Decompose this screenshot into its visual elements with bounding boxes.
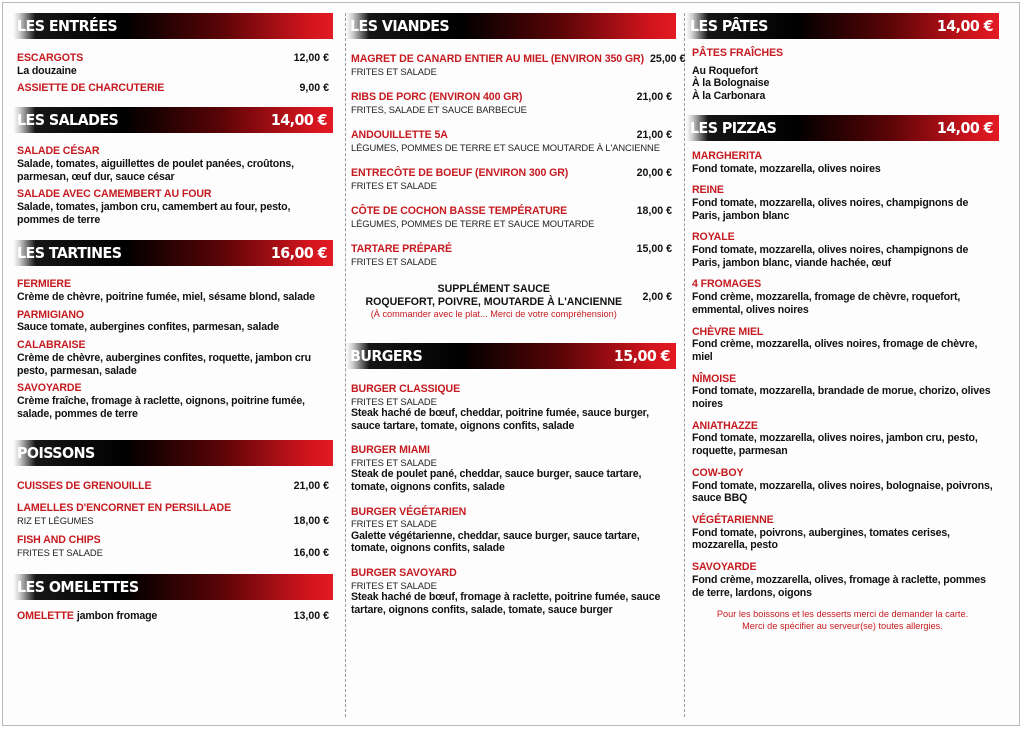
section-title: LES PIZZAS [690,118,777,137]
footer-drinks-note: Pour les boissons et les desserts merci de demander la carte. [716,609,969,620]
item-name: SAVOYARDE [692,561,757,574]
item-price: 20,00 € [636,166,672,179]
menu-item [351,167,672,191]
item-name: BURGER MIAMI [351,444,430,457]
menu-item [351,567,672,616]
item-desc: jambon fromage [76,609,158,622]
section-title: LES SALADES [17,111,119,130]
menu-item [692,467,995,505]
item-price: 18,00 € [293,514,329,527]
section-price: 15,00 € [613,346,670,365]
section-header [13,440,333,466]
item-sub: FRITES ET SALADE [17,547,103,559]
item-name: NÎMOISE [692,372,737,385]
item-sub: FRITES ET SALADE [351,255,437,267]
item-sub: LÉGUMES, POMMES DE TERRE ET SAUCE MOUTARDE [351,217,595,229]
section-header [13,13,333,39]
menu-item [17,145,329,183]
item-desc: Fond tomate, mozzarella, olives noires [692,162,881,175]
menu-item [17,610,329,623]
column-divider [684,13,685,717]
item-desc: Fond tomate, mozzarella, olives noires, bolognaise, poivrons, sauce BBQ [692,479,993,505]
item-desc: Fond crème, mozzarella, olives noires, fromage de chèvre, miel [692,338,978,363]
menu-item [17,82,329,95]
supplement-title: SUPPLÉMENT SAUCE [437,282,550,295]
menu-item [692,561,995,599]
section-pates [686,13,999,103]
section-title: BURGERS [350,346,423,365]
pasta-option: À la Carbonara [692,90,766,103]
item-name: MARGHERITA [692,149,763,162]
menu-item [351,53,686,77]
item-name: FISH AND CHIPS [17,534,101,547]
item-name: VÉGÉTARIENNE [692,513,774,526]
item-price: 13,00 € [293,609,329,622]
footer-note [686,609,999,632]
item-name: REINE [692,184,724,197]
item-desc: Fond crème, mozzarella, fromage de chèvre, roquefort, emmental, olives noires [692,291,961,316]
item-name: PARMIGIANO [17,308,85,321]
item-name: ASSIETTE DE CHARCUTERIE [17,82,165,95]
menu-item [692,514,995,552]
item-name: TARTARE PRÉPARÉ [351,242,452,255]
item-price: 18,00 € [636,204,672,217]
item-name: ESCARGOTS [17,52,84,64]
section-header [686,115,999,141]
section-omelettes [13,574,333,623]
section-poissons [13,440,333,560]
item-name: BURGER SAVOYARD [351,567,457,580]
menu-item [351,383,672,432]
item-name: PÂTES FRAÎCHES [692,47,784,59]
menu-item [692,326,995,364]
item-name: SAVOYARDE [17,382,82,395]
menu-item [692,420,995,458]
item-name: ANIATHAZZE [692,419,758,432]
menu-item [17,52,329,77]
item-sub: FRITES ET SALADE [351,456,437,468]
item-price: 16,00 € [293,547,329,560]
item-desc: Steak de poulet pané, cheddar, sauce burger, sauce tartare, tomate, oignons confits, salade [351,468,642,493]
item-name: BURGER CLASSIQUE [351,382,461,395]
menu-item [17,339,329,377]
section-price: 14,00 € [270,111,327,130]
item-name: LAMELLES D'ENCORNET EN PERSILLADE [17,502,232,515]
menu-item [351,243,672,267]
column-left [13,13,333,717]
item-desc: Salade, tomates, aiguillettes de poulet panées, croûtons, parmesan, œuf dur, sauce césar [17,157,294,183]
item-desc: Fond tomate, mozzarella, brandade de morue, chorizo, olives noires [692,385,991,411]
section-header [346,343,676,369]
item-desc: La douzaine [17,64,77,77]
item-name: SALADE CÉSAR [17,145,100,158]
item-sub: RIZ ET LÉGUMES [17,514,94,526]
section-burgers [346,343,676,617]
item-sub: FRITES ET SALADE [351,518,437,530]
menu-item [17,502,329,527]
item-price: 15,00 € [636,242,672,255]
section-header [13,107,333,133]
menu-item [351,91,672,115]
section-tartines [13,240,333,420]
section-title: LES OMELETTES [17,577,139,596]
menu-item [17,309,329,334]
menu-item [17,188,329,226]
section-price: 14,00 € [936,118,993,137]
item-desc: Crème fraîche, fromage à raclette, oignons, poitrine fumée, salade, pommes de terre [17,394,305,420]
item-desc: Crème de chèvre, aubergines confites, roquette, jambon cru pesto, parmesan, salade [17,351,311,377]
item-name: BURGER VÉGÉTARIEN [351,505,467,518]
item-name: OMELETTE [17,609,74,622]
item-sub: LÉGUMES, POMMES DE TERRE ET SAUCE MOUTARDE À L'ANCIENNE [351,141,660,153]
section-header [13,240,333,266]
menu-page [2,2,1020,726]
item-desc: Fond tomate, poivrons, aubergines, tomates cerises, mozzarella, pesto [692,526,950,552]
item-sub: FRITES ET SALADE [351,179,437,191]
menu-item [692,47,995,103]
section-header [346,13,676,39]
menu-item [692,150,995,175]
menu-item [351,506,672,555]
menu-item [351,205,672,229]
item-name: 4 FROMAGES [692,278,762,291]
item-desc: Sauce tomate, aubergines confites, parmesan, salade [17,321,280,334]
menu-item [17,278,329,303]
item-desc: Steak haché de bœuf, fromage à raclette, poitrine fumée, sauce tartare, oignons confits, salade, tomate, sauce burger [351,591,661,616]
menu-item [351,444,672,493]
item-price: 21,00 € [636,128,672,141]
item-desc: Crème de chèvre, poitrine fumée, miel, sésame blond, salade [17,291,315,304]
item-price: 25,00 € [650,53,686,65]
supplement-price: 2,00 € [642,290,672,303]
menu-item [692,373,995,411]
item-desc: Fond tomate, mozzarella, olives noires, champignons de Paris, jambon blanc, viande hachée, œuf [692,244,969,269]
section-title: LES PÂTES [690,17,768,35]
item-name: CHÈVRE MIEL [692,325,764,338]
section-title: LES VIANDES [350,17,450,35]
item-name: CÔTE DE COCHON BASSE TEMPÉRATURE [351,204,568,217]
section-price: 16,00 € [270,244,327,263]
section-viandes [346,13,686,321]
supplement-sauces: ROQUEFORT, POIVRE, MOUTARDE À L'ANCIENNE [365,296,623,309]
column-right [686,13,999,717]
item-name: CUISSES DE GRENOUILLE [17,480,152,493]
footer-allergy-note: Merci de spécifier au serveur(se) toutes allergies. [742,620,943,631]
pasta-option: À la Bolognaise [692,77,770,90]
item-name: ROYALE [692,231,735,244]
menu-item [692,278,995,316]
item-sub: FRITES ET SALADE [351,579,437,591]
item-name: SALADE AVEC CAMEMBERT AU FOUR [17,188,212,201]
item-desc: Salade, tomates, jambon cru, camembert au four, pesto, pommes de terre [17,200,291,226]
pasta-option: Au Roquefort [692,64,758,77]
section-title: LES ENTRÉES [17,17,118,35]
item-name: ENTRECÔTE DE BOEUF (ENVIRON 300 GR) [351,166,569,179]
menu-item [351,129,672,153]
menu-item [692,184,995,222]
menu-item [17,534,329,559]
item-name: COW-BOY [692,466,744,479]
item-desc: Fond tomate, mozzarella, olives noires, champignons de Paris, jambon blanc [692,196,969,222]
section-title: POISSONS [17,444,95,463]
menu-item [692,231,995,269]
item-name: RIBS DE PORC (ENVIRON 400 GR) [351,90,523,103]
item-desc: Galette végétarienne, cheddar, sauce burger, sauce tartare, tomate, oignons confits, salade [351,529,640,555]
menu-item [17,382,329,420]
item-sub: FRITES, SALADE ET SAUCE BARBECUE [351,103,527,115]
item-sub: FRITES ET SALADE [351,395,437,407]
column-middle [346,13,686,717]
item-name: CALABRAISE [17,339,86,352]
supplement-note: (À commander avec le plat... Merci de votre compréhension) [370,309,617,320]
section-header [686,13,999,39]
section-entrees [13,13,333,95]
item-name: FERMIERE [17,278,71,291]
sauce-supplement [351,283,672,321]
section-pizzas [686,115,999,632]
item-price: 9,00 € [299,82,329,95]
item-price: 12,00 € [293,52,329,64]
menu-item [17,480,329,493]
item-desc: Fond crème, mozzarella, olives, fromage à raclette, pommes de terre, lardons, oigons [692,573,986,599]
item-name: MAGRET DE CANARD ENTIER AU MIEL (ENVIRON 350 GR) [351,53,645,65]
section-price: 14,00 € [936,17,993,35]
item-desc: Steak haché de bœuf, cheddar, poitrine fumée, sauce burger, sauce tartare, tomate, oignons confits, salade [351,406,649,432]
item-sub: FRITES ET SALADE [351,65,437,77]
section-salades [13,107,333,226]
item-name: ANDOUILLETTE 5A [351,128,448,141]
item-price: 21,00 € [293,480,329,493]
item-desc: Fond tomate, mozzarella, olives noires, jambon cru, pesto, roquette, parmesan [692,432,978,458]
section-title: LES TARTINES [17,244,122,263]
item-price: 21,00 € [636,90,672,103]
section-header [13,574,333,600]
